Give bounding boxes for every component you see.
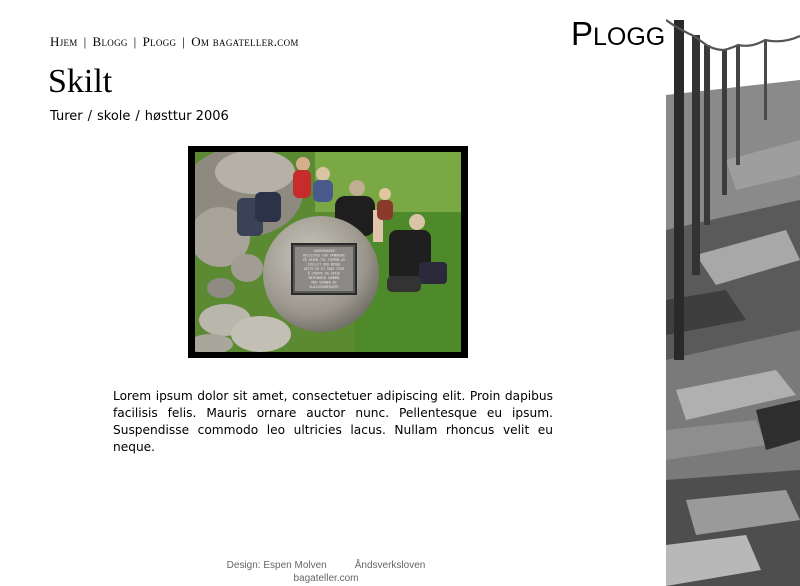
sign-line: MED VENNER OG bbox=[311, 280, 337, 285]
breadcrumb bbox=[50, 109, 229, 125]
breadcrumb-separator: / bbox=[135, 109, 140, 124]
sign-line: HVILESTED FOR VANDRERE bbox=[302, 253, 346, 258]
footer bbox=[196, 559, 456, 585]
page-title: Skilt bbox=[48, 63, 113, 100]
nav-separator: | bbox=[133, 34, 137, 49]
side-photo bbox=[666, 0, 800, 586]
footer-site-name[interactable]: bagateller.com bbox=[293, 573, 359, 584]
footer-copyright-link[interactable]: Åndsverksloven bbox=[354, 560, 426, 571]
body-paragraph: Lorem ipsum dolor sit amet, consectetuer adipiscing elit. Proin dapibus facilisis felis. Mauris ornare auctor nunc. Pellentesque eu ipsum. Suspendisse commodo leo ultricies lacus. Nullam rhoncus velit eu neque. bbox=[113, 389, 553, 454]
nav-link-plogg[interactable]: Plogg bbox=[142, 34, 177, 49]
site-logo[interactable] bbox=[571, 14, 665, 57]
nav-separator: | bbox=[83, 34, 87, 49]
top-navigation bbox=[50, 34, 299, 50]
sign-line: MATPAKKEN SAMMEN bbox=[308, 276, 340, 280]
breadcrumb-link-skole[interactable]: skole bbox=[97, 109, 131, 124]
nav-link-om[interactable]: Om bagateller.com bbox=[191, 34, 299, 49]
breadcrumb-link-turer[interactable]: Turer bbox=[50, 109, 83, 124]
sign-line: Å STOPPE OG SPISE bbox=[307, 271, 341, 276]
photo-image bbox=[195, 152, 461, 352]
sign-line: DETTE ER ET GODT STED bbox=[303, 267, 345, 271]
nav-link-blogg[interactable]: Blogg bbox=[92, 34, 128, 49]
sign-line: KLASSEKAMERATER bbox=[309, 285, 339, 289]
breadcrumb-separator: / bbox=[87, 109, 92, 124]
breadcrumb-current: høsttur 2006 bbox=[144, 109, 229, 124]
sign-line: FJELLET VED BYGDA bbox=[307, 262, 341, 267]
nav-separator: | bbox=[182, 34, 186, 49]
sign-line: VARDEBAKKEN bbox=[313, 249, 335, 253]
nav-link-hjem[interactable]: Hjem bbox=[50, 34, 78, 49]
logo-initial: P bbox=[571, 15, 594, 52]
footer-row bbox=[196, 559, 456, 572]
logo-rest: LOGG bbox=[593, 23, 666, 51]
main-photo[interactable] bbox=[188, 146, 468, 358]
footer-design-credit[interactable]: Design: Espen Molven bbox=[226, 560, 327, 571]
sign-line: PÅ VEIEN TIL TOPPEN AV bbox=[302, 258, 346, 262]
